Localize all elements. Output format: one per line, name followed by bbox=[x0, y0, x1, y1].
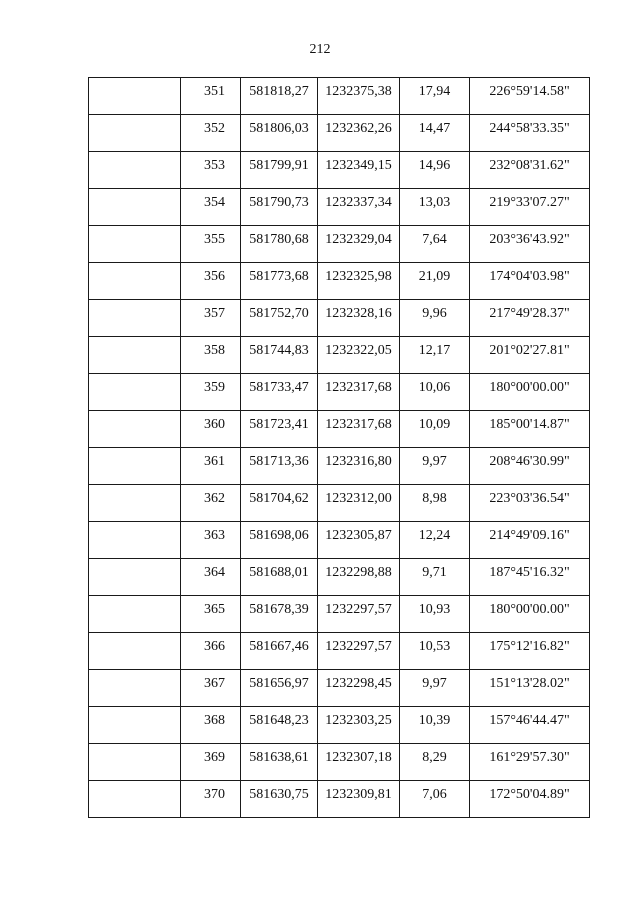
cell-direction-angle-text: 185°00'14.87" bbox=[489, 417, 570, 432]
cell-distance-text: 10,09 bbox=[418, 417, 451, 432]
cell-blank bbox=[89, 115, 181, 152]
cell-y-coordinate-text: 1232297,57 bbox=[325, 639, 392, 654]
cell-y-coordinate bbox=[318, 781, 400, 818]
cell-direction-angle bbox=[470, 411, 590, 448]
cell-blank bbox=[89, 596, 181, 633]
cell-blank-text bbox=[89, 485, 180, 492]
cell-blank bbox=[89, 633, 181, 670]
cell-blank-text bbox=[89, 115, 180, 122]
cell-x-coordinate-text: 581638,61 bbox=[249, 750, 309, 765]
cell-direction-angle bbox=[470, 633, 590, 670]
cell-blank-text bbox=[89, 744, 180, 751]
table-row bbox=[89, 781, 590, 818]
cell-blank bbox=[89, 374, 181, 411]
cell-blank bbox=[89, 485, 181, 522]
cell-y-coordinate-text: 1232298,45 bbox=[325, 676, 392, 691]
cell-y-coordinate bbox=[318, 411, 400, 448]
cell-point-number bbox=[181, 744, 241, 781]
cell-direction-angle-text: 175°12'16.82" bbox=[489, 639, 570, 654]
cell-distance-text: 10,53 bbox=[418, 639, 451, 654]
cell-y-coordinate-text: 1232317,68 bbox=[325, 417, 392, 432]
cell-direction-angle-text: 172°50'04.89" bbox=[489, 787, 570, 802]
cell-point-number-text: 369 bbox=[204, 750, 225, 765]
cell-y-coordinate bbox=[318, 448, 400, 485]
cell-x-coordinate bbox=[241, 411, 318, 448]
cell-distance-text: 17,94 bbox=[418, 84, 451, 99]
cell-x-coordinate bbox=[241, 485, 318, 522]
table-row bbox=[89, 263, 590, 300]
cell-distance bbox=[400, 781, 470, 818]
cell-direction-angle bbox=[470, 300, 590, 337]
cell-point-number bbox=[181, 596, 241, 633]
cell-direction-angle bbox=[470, 485, 590, 522]
cell-point-number-text: 362 bbox=[204, 491, 225, 506]
cell-x-coordinate-text: 581744,83 bbox=[249, 343, 309, 358]
cell-point-number-text: 356 bbox=[204, 269, 225, 284]
cell-distance-text: 13,03 bbox=[418, 195, 451, 210]
cell-distance bbox=[400, 596, 470, 633]
table-row bbox=[89, 115, 590, 152]
cell-point-number bbox=[181, 374, 241, 411]
cell-distance bbox=[400, 670, 470, 707]
cell-y-coordinate-text: 1232312,00 bbox=[325, 491, 392, 506]
cell-x-coordinate-text: 581630,75 bbox=[249, 787, 309, 802]
cell-point-number-text: 364 bbox=[204, 565, 225, 580]
cell-distance bbox=[400, 263, 470, 300]
cell-x-coordinate-text: 581688,01 bbox=[249, 565, 309, 580]
cell-y-coordinate bbox=[318, 152, 400, 189]
cell-y-coordinate bbox=[318, 559, 400, 596]
cell-y-coordinate-text: 1232316,80 bbox=[325, 454, 392, 469]
cell-point-number bbox=[181, 522, 241, 559]
cell-direction-angle-text: 151°13'28.02" bbox=[489, 676, 570, 691]
cell-direction-angle bbox=[470, 374, 590, 411]
cell-x-coordinate-text: 581799,91 bbox=[249, 158, 309, 173]
cell-direction-angle-text: 219°33'07.27" bbox=[489, 195, 570, 210]
table-row bbox=[89, 374, 590, 411]
cell-blank bbox=[89, 337, 181, 374]
cell-direction-angle-text: 174°04'03.98" bbox=[489, 269, 570, 284]
cell-x-coordinate bbox=[241, 744, 318, 781]
cell-y-coordinate bbox=[318, 707, 400, 744]
cell-distance-text: 10,39 bbox=[418, 713, 451, 728]
cell-point-number bbox=[181, 300, 241, 337]
table-row bbox=[89, 633, 590, 670]
cell-y-coordinate-text: 1232375,38 bbox=[325, 84, 392, 99]
cell-distance bbox=[400, 300, 470, 337]
cell-blank-text bbox=[89, 263, 180, 270]
cell-direction-angle bbox=[470, 448, 590, 485]
cell-x-coordinate-text: 581723,41 bbox=[249, 417, 309, 432]
table-row bbox=[89, 411, 590, 448]
cell-point-number-text: 353 bbox=[204, 158, 225, 173]
cell-x-coordinate-text: 581698,06 bbox=[249, 528, 309, 543]
cell-blank-text bbox=[89, 411, 180, 418]
cell-blank-text bbox=[89, 559, 180, 566]
cell-y-coordinate bbox=[318, 744, 400, 781]
cell-x-coordinate-text: 581818,27 bbox=[249, 84, 309, 99]
cell-point-number bbox=[181, 115, 241, 152]
cell-blank-text bbox=[89, 226, 180, 233]
cell-point-number-text: 352 bbox=[204, 121, 225, 136]
cell-y-coordinate bbox=[318, 300, 400, 337]
cell-direction-angle-text: 223°03'36.54" bbox=[489, 491, 570, 506]
cell-blank bbox=[89, 152, 181, 189]
cell-distance-text: 9,97 bbox=[422, 454, 447, 469]
cell-distance-text: 9,71 bbox=[422, 565, 447, 580]
cell-x-coordinate-text: 581790,73 bbox=[249, 195, 309, 210]
cell-distance bbox=[400, 189, 470, 226]
table-row bbox=[89, 300, 590, 337]
cell-x-coordinate-text: 581648,23 bbox=[249, 713, 309, 728]
cell-blank-text bbox=[89, 337, 180, 344]
cell-x-coordinate bbox=[241, 226, 318, 263]
cell-x-coordinate-text: 581752,70 bbox=[249, 306, 309, 321]
cell-blank-text bbox=[89, 707, 180, 714]
cell-x-coordinate-text: 581667,46 bbox=[249, 639, 309, 654]
table-row bbox=[89, 707, 590, 744]
cell-point-number-text: 366 bbox=[204, 639, 225, 654]
cell-x-coordinate bbox=[241, 781, 318, 818]
cell-distance bbox=[400, 374, 470, 411]
cell-x-coordinate bbox=[241, 189, 318, 226]
cell-y-coordinate bbox=[318, 485, 400, 522]
cell-x-coordinate-text: 581780,68 bbox=[249, 232, 309, 247]
cell-blank bbox=[89, 263, 181, 300]
cell-direction-angle bbox=[470, 670, 590, 707]
cell-direction-angle-text: 217°49'28.37" bbox=[489, 306, 570, 321]
table-row bbox=[89, 152, 590, 189]
cell-distance bbox=[400, 707, 470, 744]
cell-x-coordinate bbox=[241, 300, 318, 337]
cell-y-coordinate bbox=[318, 374, 400, 411]
cell-direction-angle-text: 180°00'00.00" bbox=[489, 380, 570, 395]
cell-x-coordinate bbox=[241, 374, 318, 411]
cell-direction-angle bbox=[470, 707, 590, 744]
cell-distance bbox=[400, 152, 470, 189]
table-row bbox=[89, 559, 590, 596]
cell-point-number-text: 367 bbox=[204, 676, 225, 691]
cell-distance-text: 8,98 bbox=[422, 491, 447, 506]
cell-distance-text: 14,47 bbox=[418, 121, 451, 136]
cell-y-coordinate bbox=[318, 78, 400, 115]
cell-y-coordinate-text: 1232298,88 bbox=[325, 565, 392, 580]
cell-blank-text bbox=[89, 522, 180, 529]
cell-x-coordinate bbox=[241, 522, 318, 559]
cell-point-number bbox=[181, 78, 241, 115]
table-row bbox=[89, 189, 590, 226]
table-row bbox=[89, 596, 590, 633]
cell-point-number bbox=[181, 559, 241, 596]
cell-direction-angle bbox=[470, 522, 590, 559]
cell-x-coordinate-text: 581733,47 bbox=[249, 380, 309, 395]
cell-point-number bbox=[181, 263, 241, 300]
cell-y-coordinate bbox=[318, 226, 400, 263]
cell-y-coordinate-text: 1232307,18 bbox=[325, 750, 392, 765]
cell-blank bbox=[89, 707, 181, 744]
cell-x-coordinate bbox=[241, 559, 318, 596]
cell-y-coordinate-text: 1232349,15 bbox=[325, 158, 392, 173]
cell-direction-angle bbox=[470, 596, 590, 633]
table-row bbox=[89, 226, 590, 263]
cell-distance bbox=[400, 337, 470, 374]
cell-point-number bbox=[181, 448, 241, 485]
table-row bbox=[89, 448, 590, 485]
cell-distance bbox=[400, 633, 470, 670]
cell-point-number bbox=[181, 707, 241, 744]
cell-blank bbox=[89, 189, 181, 226]
cell-y-coordinate bbox=[318, 189, 400, 226]
page-number: 212 bbox=[309, 42, 331, 57]
cell-point-number bbox=[181, 226, 241, 263]
cell-blank bbox=[89, 226, 181, 263]
cell-distance bbox=[400, 78, 470, 115]
cell-distance bbox=[400, 115, 470, 152]
cell-direction-angle-text: 203°36'43.92" bbox=[489, 232, 570, 247]
cell-distance bbox=[400, 559, 470, 596]
cell-point-number-text: 368 bbox=[204, 713, 225, 728]
cell-direction-angle bbox=[470, 744, 590, 781]
cell-point-number bbox=[181, 152, 241, 189]
cell-blank-text bbox=[89, 152, 180, 159]
cell-x-coordinate bbox=[241, 596, 318, 633]
cell-direction-angle-text: 157°46'44.47" bbox=[489, 713, 570, 728]
cell-direction-angle-text: 180°00'00.00" bbox=[489, 602, 570, 617]
cell-x-coordinate bbox=[241, 78, 318, 115]
cell-blank-text bbox=[89, 596, 180, 603]
cell-y-coordinate-text: 1232297,57 bbox=[325, 602, 392, 617]
cell-y-coordinate-text: 1232322,05 bbox=[325, 343, 392, 358]
cell-distance-text: 12,24 bbox=[418, 528, 451, 543]
cell-distance-text: 12,17 bbox=[418, 343, 451, 358]
cell-distance-text: 7,06 bbox=[422, 787, 447, 802]
cell-y-coordinate-text: 1232328,16 bbox=[325, 306, 392, 321]
cell-point-number-text: 363 bbox=[204, 528, 225, 543]
cell-distance-text: 14,96 bbox=[418, 158, 451, 173]
cell-direction-angle bbox=[470, 263, 590, 300]
cell-direction-angle bbox=[470, 781, 590, 818]
cell-blank bbox=[89, 559, 181, 596]
cell-blank-text bbox=[89, 670, 180, 677]
cell-y-coordinate-text: 1232303,25 bbox=[325, 713, 392, 728]
table-row bbox=[89, 337, 590, 374]
cell-y-coordinate bbox=[318, 596, 400, 633]
cell-direction-angle bbox=[470, 559, 590, 596]
cell-point-number-text: 358 bbox=[204, 343, 225, 358]
cell-y-coordinate-text: 1232305,87 bbox=[325, 528, 392, 543]
cell-point-number bbox=[181, 189, 241, 226]
cell-x-coordinate-text: 581806,03 bbox=[249, 121, 309, 136]
cell-direction-angle bbox=[470, 337, 590, 374]
cell-distance-text: 7,64 bbox=[422, 232, 447, 247]
cell-x-coordinate bbox=[241, 115, 318, 152]
cell-distance bbox=[400, 411, 470, 448]
cell-blank bbox=[89, 670, 181, 707]
cell-blank bbox=[89, 781, 181, 818]
cell-distance-text: 21,09 bbox=[418, 269, 451, 284]
cell-y-coordinate bbox=[318, 670, 400, 707]
cell-point-number bbox=[181, 781, 241, 818]
cell-distance-text: 10,06 bbox=[418, 380, 451, 395]
cell-point-number bbox=[181, 337, 241, 374]
cell-y-coordinate-text: 1232329,04 bbox=[325, 232, 392, 247]
cell-direction-angle-text: 201°02'27.81" bbox=[489, 343, 570, 358]
cell-y-coordinate bbox=[318, 337, 400, 374]
cell-x-coordinate bbox=[241, 263, 318, 300]
cell-x-coordinate bbox=[241, 707, 318, 744]
cell-x-coordinate-text: 581773,68 bbox=[249, 269, 309, 284]
table-row bbox=[89, 670, 590, 707]
cell-distance bbox=[400, 485, 470, 522]
cell-point-number-text: 354 bbox=[204, 195, 225, 210]
cell-y-coordinate bbox=[318, 263, 400, 300]
cell-blank bbox=[89, 300, 181, 337]
cell-direction-angle bbox=[470, 78, 590, 115]
cell-distance bbox=[400, 522, 470, 559]
cell-point-number-text: 361 bbox=[204, 454, 225, 469]
cell-direction-angle-text: 226°59'14.58" bbox=[489, 84, 570, 99]
cell-x-coordinate bbox=[241, 152, 318, 189]
cell-direction-angle-text: 187°45'16.32" bbox=[489, 565, 570, 580]
cell-direction-angle bbox=[470, 152, 590, 189]
cell-blank bbox=[89, 522, 181, 559]
cell-y-coordinate-text: 1232317,68 bbox=[325, 380, 392, 395]
cell-y-coordinate bbox=[318, 115, 400, 152]
cell-distance bbox=[400, 448, 470, 485]
cell-blank-text bbox=[89, 189, 180, 196]
cell-point-number-text: 359 bbox=[204, 380, 225, 395]
cell-direction-angle bbox=[470, 226, 590, 263]
cell-direction-angle-text: 161°29'57.30" bbox=[489, 750, 570, 765]
cell-y-coordinate-text: 1232362,26 bbox=[325, 121, 392, 136]
cell-point-number bbox=[181, 670, 241, 707]
coordinates-table bbox=[88, 77, 590, 818]
cell-direction-angle-text: 232°08'31.62" bbox=[489, 158, 570, 173]
cell-blank bbox=[89, 744, 181, 781]
cell-point-number-text: 355 bbox=[204, 232, 225, 247]
cell-y-coordinate-text: 1232309,81 bbox=[325, 787, 392, 802]
cell-y-coordinate-text: 1232337,34 bbox=[325, 195, 392, 210]
cell-distance bbox=[400, 744, 470, 781]
table-row bbox=[89, 522, 590, 559]
cell-blank-text bbox=[89, 781, 180, 788]
cell-point-number-text: 351 bbox=[204, 84, 225, 99]
cell-blank-text bbox=[89, 374, 180, 381]
table-row bbox=[89, 78, 590, 115]
table-row bbox=[89, 744, 590, 781]
cell-x-coordinate bbox=[241, 670, 318, 707]
cell-direction-angle bbox=[470, 189, 590, 226]
cell-direction-angle bbox=[470, 115, 590, 152]
cell-y-coordinate bbox=[318, 522, 400, 559]
cell-point-number-text: 357 bbox=[204, 306, 225, 321]
cell-x-coordinate-text: 581704,62 bbox=[249, 491, 309, 506]
cell-x-coordinate-text: 581678,39 bbox=[249, 602, 309, 617]
cell-direction-angle-text: 244°58'33.35" bbox=[489, 121, 570, 136]
cell-point-number bbox=[181, 633, 241, 670]
cell-point-number bbox=[181, 411, 241, 448]
cell-distance-text: 10,93 bbox=[418, 602, 451, 617]
cell-x-coordinate bbox=[241, 337, 318, 374]
cell-blank bbox=[89, 78, 181, 115]
cell-y-coordinate-text: 1232325,98 bbox=[325, 269, 392, 284]
cell-blank-text bbox=[89, 78, 180, 85]
cell-distance-text: 9,96 bbox=[422, 306, 447, 321]
coordinates-table-body bbox=[89, 78, 590, 818]
cell-x-coordinate bbox=[241, 633, 318, 670]
cell-point-number bbox=[181, 485, 241, 522]
cell-point-number-text: 365 bbox=[204, 602, 225, 617]
cell-blank bbox=[89, 411, 181, 448]
table-row bbox=[89, 485, 590, 522]
cell-direction-angle-text: 208°46'30.99" bbox=[489, 454, 570, 469]
cell-point-number-text: 370 bbox=[204, 787, 225, 802]
cell-distance-text: 8,29 bbox=[422, 750, 447, 765]
cell-blank bbox=[89, 448, 181, 485]
cell-blank-text bbox=[89, 448, 180, 455]
cell-blank-text bbox=[89, 300, 180, 307]
cell-y-coordinate bbox=[318, 633, 400, 670]
cell-blank-text bbox=[89, 633, 180, 640]
cell-x-coordinate bbox=[241, 448, 318, 485]
cell-direction-angle-text: 214°49'09.16" bbox=[489, 528, 570, 543]
cell-point-number-text: 360 bbox=[204, 417, 225, 432]
cell-x-coordinate-text: 581656,97 bbox=[249, 676, 309, 691]
cell-distance-text: 9,97 bbox=[422, 676, 447, 691]
cell-distance bbox=[400, 226, 470, 263]
cell-x-coordinate-text: 581713,36 bbox=[249, 454, 309, 469]
